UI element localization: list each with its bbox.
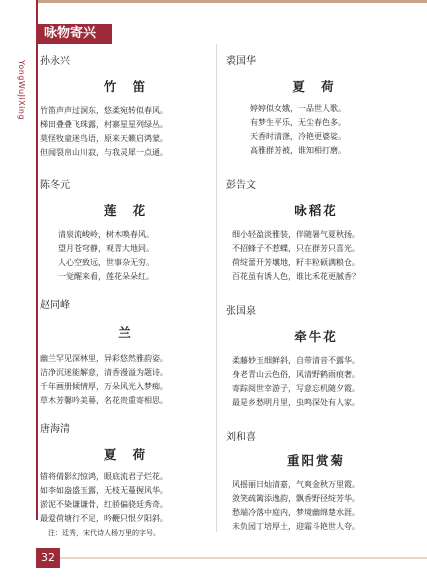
poem-line: 淤泥不染谦谦骨，红骄偏骁廷秀奇。	[40, 500, 168, 509]
poem-line: 梯田叠叠飞珠露，村寨星星列绿丛。	[40, 120, 168, 129]
poem	[40, 180, 215, 284]
poem-line: 寄踪阅世幸游子，写意忘机随夕霞。	[232, 384, 360, 393]
poem-line: 身老青山云色俗，风清野鹤雨痕奢。	[232, 370, 360, 379]
poem-line: 风摇丽日灿清嘉，气爽金秋万里霞。	[232, 480, 360, 489]
poem	[40, 424, 215, 538]
poem-line: 望月苍穹静，观青大地同。	[58, 244, 154, 253]
poem	[40, 56, 215, 160]
poem-line: 千年画册倾情厚，万朵风光入梦痴。	[40, 382, 168, 391]
poem-line: 荷绽蕾开芳壤地，籽丰粒硕满粮仓。	[232, 258, 360, 267]
poem-line: 高雅群芳被，谁知相打磨。	[250, 146, 346, 155]
poem-author: 孙永兴	[40, 56, 70, 67]
page-number: 32	[36, 548, 60, 568]
poem	[40, 300, 215, 408]
footnote: 注：廷秀，宋代诗人杨万里的字号。	[48, 529, 160, 537]
poem-author: 赵同峰	[40, 300, 70, 311]
poem-title: 莲 花	[103, 203, 152, 218]
poem-line: 清泉流峻岭，树木唤春风。	[58, 230, 154, 239]
poem-line: 草木芳馨吟美幕，名花贵重寄相思。	[40, 396, 168, 405]
poem-body	[40, 228, 215, 284]
poem-title: 夏 荷	[292, 79, 340, 94]
poem-line: 但闻裂帛山川寂，与我灵犀一点通。	[40, 148, 168, 157]
poem-line: 一觉醒来看，莲花朵朵红。	[58, 272, 154, 281]
poem-line: 敛笑疏篱添逸韵，飘香野径绽芳华。	[232, 494, 360, 503]
poem	[226, 56, 406, 158]
top-band	[36, 0, 427, 3]
column-divider	[216, 44, 217, 532]
poem-line: 幽兰罕见深林里，异彩悠然雅韵姿。	[40, 354, 168, 363]
poem	[226, 432, 406, 534]
bottom-band	[60, 557, 427, 559]
poem-author: 刘和喜	[226, 432, 256, 443]
poem-author: 彭告文	[226, 180, 256, 191]
poem-line: 柔藤妙玉细鲜斜，自带清音不露华。	[232, 356, 360, 365]
poem-line: 最是乡愁明月里，虫鸣深处有人家。	[232, 398, 360, 407]
poem-line: 洁净沉迷能解意，清香漫溢为题诗。	[40, 368, 168, 377]
poem	[226, 180, 406, 284]
poem-title: 兰	[118, 325, 137, 340]
poem-line: 竹笛声声过洞东，悠柔宛转似春风。	[40, 106, 168, 115]
poem-line: 百花虽有诱人色，谁比禾花更腻香？	[232, 272, 360, 281]
poem-line: 有梦生平乐，无尘春色多。	[250, 118, 346, 127]
poem-body	[226, 478, 406, 534]
margin-rule	[36, 0, 38, 520]
poem-line: 人心空致远，世事杂无穷。	[58, 258, 154, 267]
poem-body	[40, 470, 215, 526]
poem-title: 牵牛花	[294, 329, 338, 344]
poem-author: 张国泉	[226, 306, 256, 317]
poem-line: 婷婷似女娥，一品世人歌。	[250, 104, 346, 113]
poem-body	[226, 354, 406, 410]
poem-body	[226, 102, 406, 158]
poem-title: 重阳赏菊	[286, 453, 345, 468]
poem-title: 竹 笛	[103, 79, 152, 94]
poem-line: 错将倩影幻惊鸿，眼底流君子烂花。	[40, 472, 168, 481]
poem-line: 不招蜂子不惹蝶，只在群芳只喜光。	[232, 244, 360, 253]
poem-line: 最爱荷塘行不足，吟鞭只恨夕阳斜。	[40, 514, 168, 523]
poem-author: 裘国华	[226, 56, 256, 67]
vertical-pinyin: YongWuJiXing	[17, 60, 26, 120]
poem-body	[40, 352, 215, 408]
poem-author: 唐海清	[40, 424, 70, 435]
poem-body	[40, 104, 215, 160]
poem-body	[226, 228, 406, 284]
section-title: 咏物寄兴	[36, 24, 112, 44]
poem-line: 天香时清涤，冷艳更婆娑。	[250, 132, 346, 141]
poem-line: 未负园丁培厚土，迎霜斗艳世人夸。	[232, 522, 360, 531]
poem-title: 夏 荷	[103, 447, 152, 462]
poem-line: 细小轻盈淡雅装，伴随暑气夏秋扬。	[232, 230, 360, 239]
poem	[226, 306, 406, 410]
poem-line: 如李如盎盛玉露，无枝无蔓握风华。	[40, 486, 168, 495]
poem-title: 咏稻花	[294, 203, 338, 218]
poem-line: 莫怪牧童迷鸟语，原来天籁启鸿蒙。	[40, 134, 168, 143]
poem-line: 愁端冷落中庭内，梦境幽绵楚水涯。	[232, 508, 360, 517]
poem-author: 陈冬元	[40, 180, 70, 191]
